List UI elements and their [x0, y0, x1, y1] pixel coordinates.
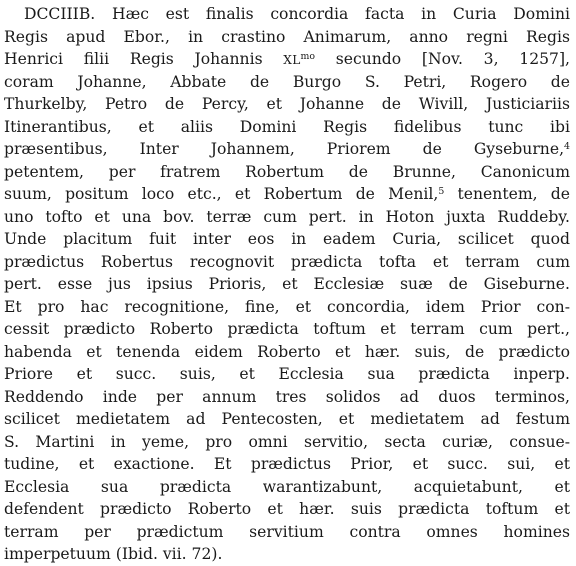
text-line-7: præsentibus, Inter Johannem, Priorem de Gyseburne,$^4$ [4, 140, 570, 158]
text-line-15: cessit prædicto Roberto prædicta toftum et terram cum pert., [4, 320, 570, 338]
text-line-14: Et pro hac recognitione, fine, et concordia, idem Prior con- [4, 297, 570, 316]
charter-paragraph [4, 3, 570, 566]
text-line-5: Thurkelby, Petro de Percy, et Johanne de Wivill, Justiciariis [4, 95, 570, 113]
ordinal-suffix: mo [300, 50, 316, 62]
text-line-18: Reddendo inde per annum tres solidos ad duos terminos, [4, 387, 570, 406]
text-line-6: Itinerantibus, et aliis Domini Regis fidelibus tunc ibi [4, 117, 570, 136]
text-line-24: terram per prædictum servitium contra omnes homines [4, 522, 570, 541]
text-line-16: habenda et tenenda eidem Roberto et hær. suis, de prædicto [4, 342, 570, 361]
text-line-12: prædictus Robertus recognovit prædicta tofta et terram cum [4, 252, 570, 271]
text-line-13: pert. esse jus ipsius Prioris, et Ecclesiæ suæ de Giseburne. [4, 275, 570, 293]
text-line-22: Ecclesia sua prædicta warantizabunt, acquietabunt, et [4, 477, 570, 496]
text-line-23: defendent prædicto Roberto et hær. suis prædicta toftum et [4, 500, 570, 518]
text-line-8: petentem, per fratrem Robertum de Brunne, Canonicum [4, 162, 570, 181]
footnote-marker: 4 [564, 140, 570, 152]
text-line-21: tudine, et exactione. Et prædictus Prior, et succ. sui, et [4, 455, 570, 473]
text-line-2: Regis apud Ebor., in crastino Animarum, anno regni Regis [4, 27, 570, 46]
footnote-marker: 5 [438, 185, 445, 197]
text-line-11: Unde placitum fuit inter eos in eadem Curia, scilicet quod [4, 230, 570, 248]
text-line-17: Priore et succ. suis, et Ecclesia sua prædicta inperp. [4, 365, 570, 383]
text-line-1: DCCIIIB. Hæc est finalis concordia facta in Curia Domini [24, 5, 570, 23]
text-line-9: suum, positum loco etc., et Robertum de Menil,$^5$ tenentem, de [4, 185, 571, 203]
text-line-4: coram Johanne, Abbate de Burgo S. Petri, Rogero de [4, 72, 570, 91]
text-line-19: scilicet medietatem ad Pentecosten, et medietatem ad festum [4, 410, 570, 428]
roman-numeral: XL [283, 53, 301, 67]
text-line-3: Henrici filii Regis Johannis $XL^{mo}$ secundo [Nov. 3, 1257], [4, 50, 570, 68]
text-line-20: S. Martini in yeme, pro omni servitio, secta curiæ, consue- [4, 432, 570, 451]
charter-page [4, 3, 570, 566]
text-line-25: imperpetuum (Ibid. vii. 72). [4, 545, 223, 563]
text-line-10: uno tofto et una bov. terræ cum pert. in Hoton juxta Ruddeby. [4, 207, 570, 226]
